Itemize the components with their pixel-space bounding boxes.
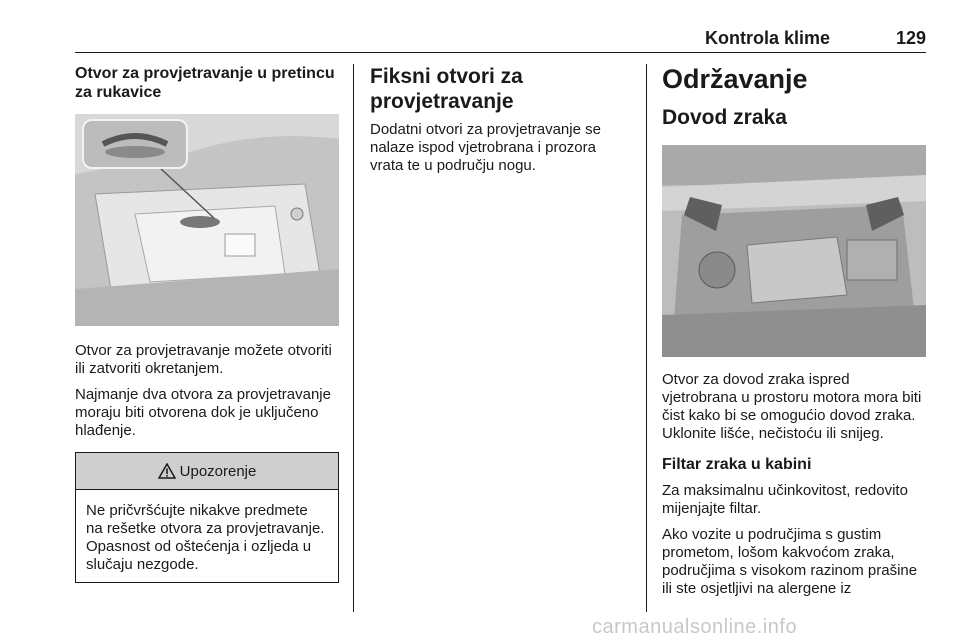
page-header [75,28,926,53]
section-title: Kontrola klime [704,28,830,48]
section-heading: Otvor za provjetravanje u pretincu za rukavice [75,65,335,101]
warning-title: Upozorenje [179,462,257,480]
paragraph: Najmanje dva otvora za provjetravanje moraju biti otvorena dok je uključeno hlađenje. [75,386,331,439]
paragraph: Dodatni otvori za provjetravanje se nalaze ispod vjetrobrana i prozora vrata te u području nogu. [370,121,601,174]
column-glovebox-vent [75,64,339,583]
column-divider [353,64,354,612]
engine-bay-illustration [662,145,926,357]
column-fixed-vents [370,64,628,183]
column-maintenance [662,64,926,606]
paragraph: Otvor za provjetravanje možete otvoriti ili zatvoriti okretanjem. [75,342,332,377]
warning-triangle-icon [158,463,176,479]
chapter-title: Održavanje [662,64,808,94]
warning-header [76,453,338,490]
page-number: 129 [895,28,926,48]
glovebox-vent-illustration [75,114,339,326]
paragraph: Otvor za dovod zraka ispred vjetrobrana u prostoru motora mora biti čist kako bi se omogućio dovod zraka. Uklonite lišće, nečistoću ili snijeg. [662,371,922,442]
warning-text: Ne pričvršćujte nikakve predmete na rešetke otvora za provjetravanje. Opasnost od oštećenja i ozljeda u slučaju nezgode. [86,502,325,573]
watermark: carmanualsonline.info [592,616,798,638]
section-subtitle: Dovod zraka [662,106,787,129]
column-divider [646,64,647,612]
warning-box [75,452,339,583]
paragraph: Ako vozite u područjima s gustim prometom, lošom kakvoćom zraka, područjima s visokom razinom prašine ili ste osjetljivi na alergene iz [662,526,918,597]
section-heading: Fiksni otvori za provjetravanje [370,65,523,113]
paragraph: Za maksimalnu učinkovitost, redovito mijenjajte filtar. [662,482,908,517]
subsection-heading: Filtar zraka u kabini [662,456,812,473]
